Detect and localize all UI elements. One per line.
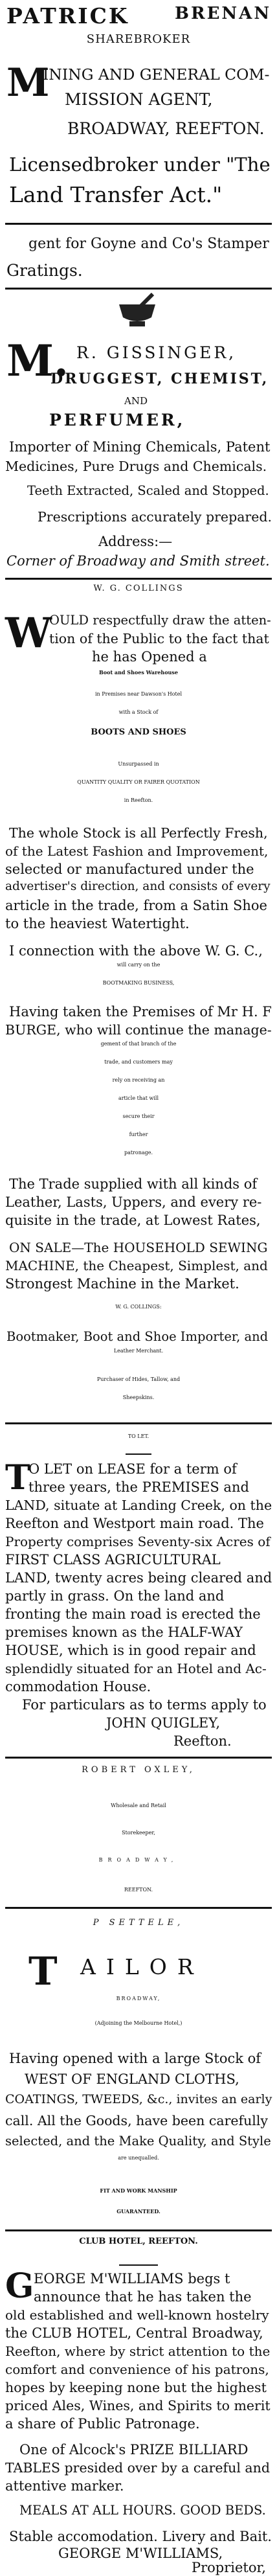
- ad7-dropcap: G: [5, 2266, 34, 2306]
- divider: [5, 578, 272, 580]
- ad1-agent-line1: gent for Goyne and Co's Stamper: [28, 236, 269, 252]
- ad3-name: W. G. COLLINGS: [93, 584, 184, 593]
- ad3-para3-line: The Trade supplied with all kinds of: [9, 1176, 258, 1192]
- ad1-dropcap: M: [6, 60, 50, 106]
- ad3-in-reefton: in Reefton.: [124, 797, 153, 803]
- divider: [5, 2229, 272, 2231]
- ad7-line: comfort and convenience of his patrons,: [5, 2362, 269, 2377]
- ad1-title: SHAREBROKER: [86, 32, 191, 46]
- ad2-druggest: DRUGGEST, CHEMIST,: [50, 370, 269, 387]
- ad4-line: FIRST CLASS AGRICULTURAL: [5, 1552, 221, 1567]
- ad3-name2: W. G. COLLINGS:: [115, 1304, 162, 1310]
- ad3-premises: in Premises near Dawson's Hotel: [94, 691, 183, 697]
- ad6-fit-line2: GUARANTEED.: [116, 2208, 161, 2215]
- ad1-desc-line2: MISSION AGENT,: [65, 90, 213, 109]
- ad3-boots: BOOTS AND SHOES: [91, 727, 186, 737]
- ad7-heading: CLUB HOTEL, REEFTON.: [79, 2237, 198, 2246]
- ad3-connection: I connection with the above W. G. C.,: [9, 943, 263, 959]
- ad4-line: O LET on LEASE for a term of: [28, 1461, 237, 1477]
- ad7-proprietor-name: GEORGE M'WILLIAMS,: [58, 2546, 223, 2561]
- ad6-name: P SETTELE,: [93, 1918, 184, 1928]
- ad2-importer-line2: Medicines, Pure Drugs and Chemicals.: [5, 459, 267, 474]
- ad4-heading: TO LET.: [127, 1433, 150, 1439]
- ad3-para2-line: Having taken the Premises of Mr H. F: [9, 1004, 272, 1020]
- divider: [5, 1757, 272, 1759]
- ad2-address-label: Address:—: [98, 534, 173, 549]
- ad3-bootmaker-line1: Bootmaker, Boot and Shoe Importer, and: [6, 1329, 269, 1344]
- ad6-line: COATINGS, TWEEDS, &c., invites an early: [5, 2092, 272, 2106]
- divider: [5, 288, 272, 290]
- ad3-intro-line2: tion of the Public to the fact that: [49, 631, 269, 646]
- ad4-line: For particulars as to terms apply to: [22, 1697, 267, 1713]
- ad1-name-left: PATRICK: [6, 3, 129, 28]
- ad7-meals: MEALS AT ALL HOURS. GOOD BEDS.: [19, 2503, 266, 2518]
- ad1-licensed-line2: Land Transfer Act.": [9, 182, 223, 207]
- ad3-para2-line: article that will: [118, 1095, 159, 1101]
- ad7-line: old established and well-known hostelry: [5, 2307, 269, 2323]
- ad2-perfumer: PERFUMER,: [49, 411, 186, 429]
- ad5-line1: Wholesale and Retail: [111, 1803, 166, 1808]
- ad3-carry-on: will carry on the: [116, 962, 161, 968]
- ad2-importer-line1: Importer of Mining Chemicals, Patent: [9, 439, 271, 455]
- ad2-prescriptions: Prescriptions accurately prepared.: [38, 509, 272, 525]
- ad7-line: announce that he has taken the: [34, 2289, 252, 2305]
- ad7-proprietor: Proprietor,: [192, 2560, 266, 2575]
- ad6-line: call. All the Goods, have been carefully: [5, 2113, 268, 2128]
- ad7-stable: Stable accomodation. Livery and Bait.: [9, 2529, 272, 2544]
- ad3-para2-line: secure their: [122, 1113, 155, 1119]
- ad3-para2-line: patronage.: [124, 1150, 153, 1156]
- ad7-line: Reefton, where by strict attention to the: [5, 2343, 271, 2359]
- ad3-bootmaker-line2: Leather Merchant.: [113, 1348, 164, 1354]
- ad5-street: BROADWAY,: [98, 1857, 179, 1863]
- ad7-line: the CLUB HOTEL, Central Broadway,: [5, 2325, 263, 2341]
- ad4-dropcap: T: [5, 1458, 30, 1498]
- ad7-line: EORGE M'WILLIAMS begs t: [34, 2271, 230, 2286]
- ad3-purchaser-line2: Sheepskins.: [122, 1395, 155, 1400]
- ad4-line: fronting the main road is erected the: [5, 1606, 261, 1622]
- ad3-para3-line: quisite in the trade, at Lowest Rates,: [5, 1213, 261, 1228]
- ad4-line: three years, the PREMISES and: [28, 1479, 249, 1495]
- ad1-desc-line1: INING AND GENERAL COM-: [43, 65, 270, 84]
- ad7-line: a share of Public Patronage.: [5, 2416, 200, 2432]
- ad2-address: Corner of Broadway and Smith street.: [6, 553, 270, 569]
- ad6-adjoining: (Adjoining the Melbourne Hotel,): [94, 2020, 183, 2026]
- ad2-dropcap: M.: [6, 336, 69, 386]
- ad4-line: premises known as the HALF-WAY: [5, 1624, 243, 1640]
- divider: [5, 1907, 272, 1909]
- ad3-sale-line: MACHINE, the Cheapest, Simplest, and: [5, 1258, 268, 1273]
- ad6-line: Having opened with a large Stock of: [9, 2051, 261, 2066]
- ad2-teeth: Teeth Extracted, Scaled and Stopped.: [27, 483, 269, 498]
- short-divider: [126, 1453, 151, 1455]
- ad2-name: R. GISSINGER,: [76, 343, 237, 362]
- ad4-contact: JOHN QUIGLEY,: [106, 1715, 221, 1731]
- ad3-unsurpassed: Unsurpassed in: [118, 761, 159, 767]
- ad3-dropcap: W: [5, 609, 52, 657]
- ad3-sale-line: Strongest Machine in the Market.: [5, 1276, 239, 1292]
- ad3-purchaser-line1: Purchaser of Hides, Tallow, and: [96, 1376, 181, 1382]
- ad1-address: BROADWAY, REEFTON.: [67, 119, 265, 138]
- ad3-intro-line3: he has Opened a: [92, 649, 207, 665]
- ad5-line2: Storekeeper,: [122, 1830, 155, 1836]
- ad3-para2-line: BURGE, who will continue the manage-: [5, 1022, 272, 1038]
- ad7-billiard-line: TABLES presided over by a careful and: [5, 2460, 270, 2476]
- ad7-billiard-line: One of Alcock's PRIZE BILLIARD: [19, 2442, 249, 2457]
- ad3-quantity: QUANTITY QUALITY OR FAIRER QUOTATION: [77, 779, 200, 785]
- ad3-intro-line1: OULD respectfully draw the atten-: [49, 613, 271, 628]
- ad3-para3-line: Leather, Lasts, Uppers, and every re-: [5, 1194, 262, 1210]
- ad4-line: Property comprises Seventy-six Acres of: [5, 1534, 271, 1549]
- ad7-billiard-line: attentive marker.: [5, 2478, 124, 2494]
- ad3-para2-line: trade, and customers may: [104, 1059, 173, 1065]
- ad6-trade: AILOR: [80, 1954, 204, 1979]
- ad4-line: Reefton and Westport main road. The: [5, 1516, 264, 1531]
- ad4-town: Reefton.: [173, 1733, 232, 1749]
- divider: [5, 223, 272, 225]
- divider: [5, 1422, 272, 1424]
- ad1-agent-line2: Gratings.: [6, 261, 83, 280]
- ad6-dropcap: T: [28, 1949, 58, 1994]
- ad4-line: HOUSE, which is in good repair and: [5, 1643, 256, 1658]
- ad3-para1-line: advertiser's direction, and consists of every: [5, 880, 271, 893]
- ad4-line: commodation House.: [5, 1679, 151, 1694]
- ad7-line: priced Ales, Wines, and Spirits to merit: [5, 2398, 271, 2413]
- ad4-line: LAND, situate at Landing Creek, on the: [5, 1498, 272, 1513]
- ad6-street: BROADWAY,: [116, 1996, 161, 2001]
- ad1-name-right: BRENAN: [175, 4, 272, 23]
- ad3-warehouse: Boot and Shoes Warehouse: [99, 669, 178, 676]
- ad3-bootmaking: BOOTMAKING BUSINESS,: [102, 980, 175, 986]
- ad6-line: are unequalled.: [118, 2155, 159, 2161]
- ad6-fit-line1: FIT AND WORK MANSHIP: [100, 2187, 177, 2194]
- ad3-para1-line: article in the trade, from a Satin Shoe: [5, 898, 267, 913]
- ad4-line: partly in grass. On the land and: [5, 1588, 225, 1604]
- ad3-stock: with a Stock of: [118, 709, 159, 715]
- ad3-para1-line: of the Latest Fashion and Improvement,: [5, 843, 269, 859]
- mortar-and-pestle-icon: [115, 293, 159, 330]
- ad2-and: AND: [124, 395, 148, 407]
- ad3-para1-line: The whole Stock is all Perfectly Fresh,: [9, 825, 268, 841]
- ad3-para2-line: further: [129, 1132, 148, 1137]
- ad4-line: splendidly situated for an Hotel and Ac-: [5, 1661, 267, 1676]
- ad5-town: REEFTON.: [124, 1887, 153, 1893]
- ad4-line: LAND, twenty acres being cleared and: [5, 1570, 272, 1586]
- ad3-para2-line: rely on receiving an: [112, 1077, 165, 1083]
- ad3-para1-line: to the heaviest Watertight.: [5, 916, 190, 931]
- ad3-sale-line: ON SALE—The HOUSEHOLD SEWING: [9, 1240, 268, 1255]
- ad7-line: hopes by keeping none but the highest: [5, 2380, 267, 2395]
- ad1-licensed-line1: Licensedbroker under "The: [9, 154, 271, 176]
- ad5-name: ROBERT OXLEY,: [82, 1765, 195, 1775]
- ad3-para2-line: gement of that branch of the: [100, 1041, 177, 1047]
- short-divider: [119, 2264, 158, 2266]
- ad3-para1-line: selected or manufactured under the: [5, 861, 254, 877]
- ad6-line: selected, and the Make Quality, and Style: [5, 2134, 271, 2149]
- ad6-line: WEST OF ENGLAND CLOTHS,: [25, 2071, 239, 2087]
